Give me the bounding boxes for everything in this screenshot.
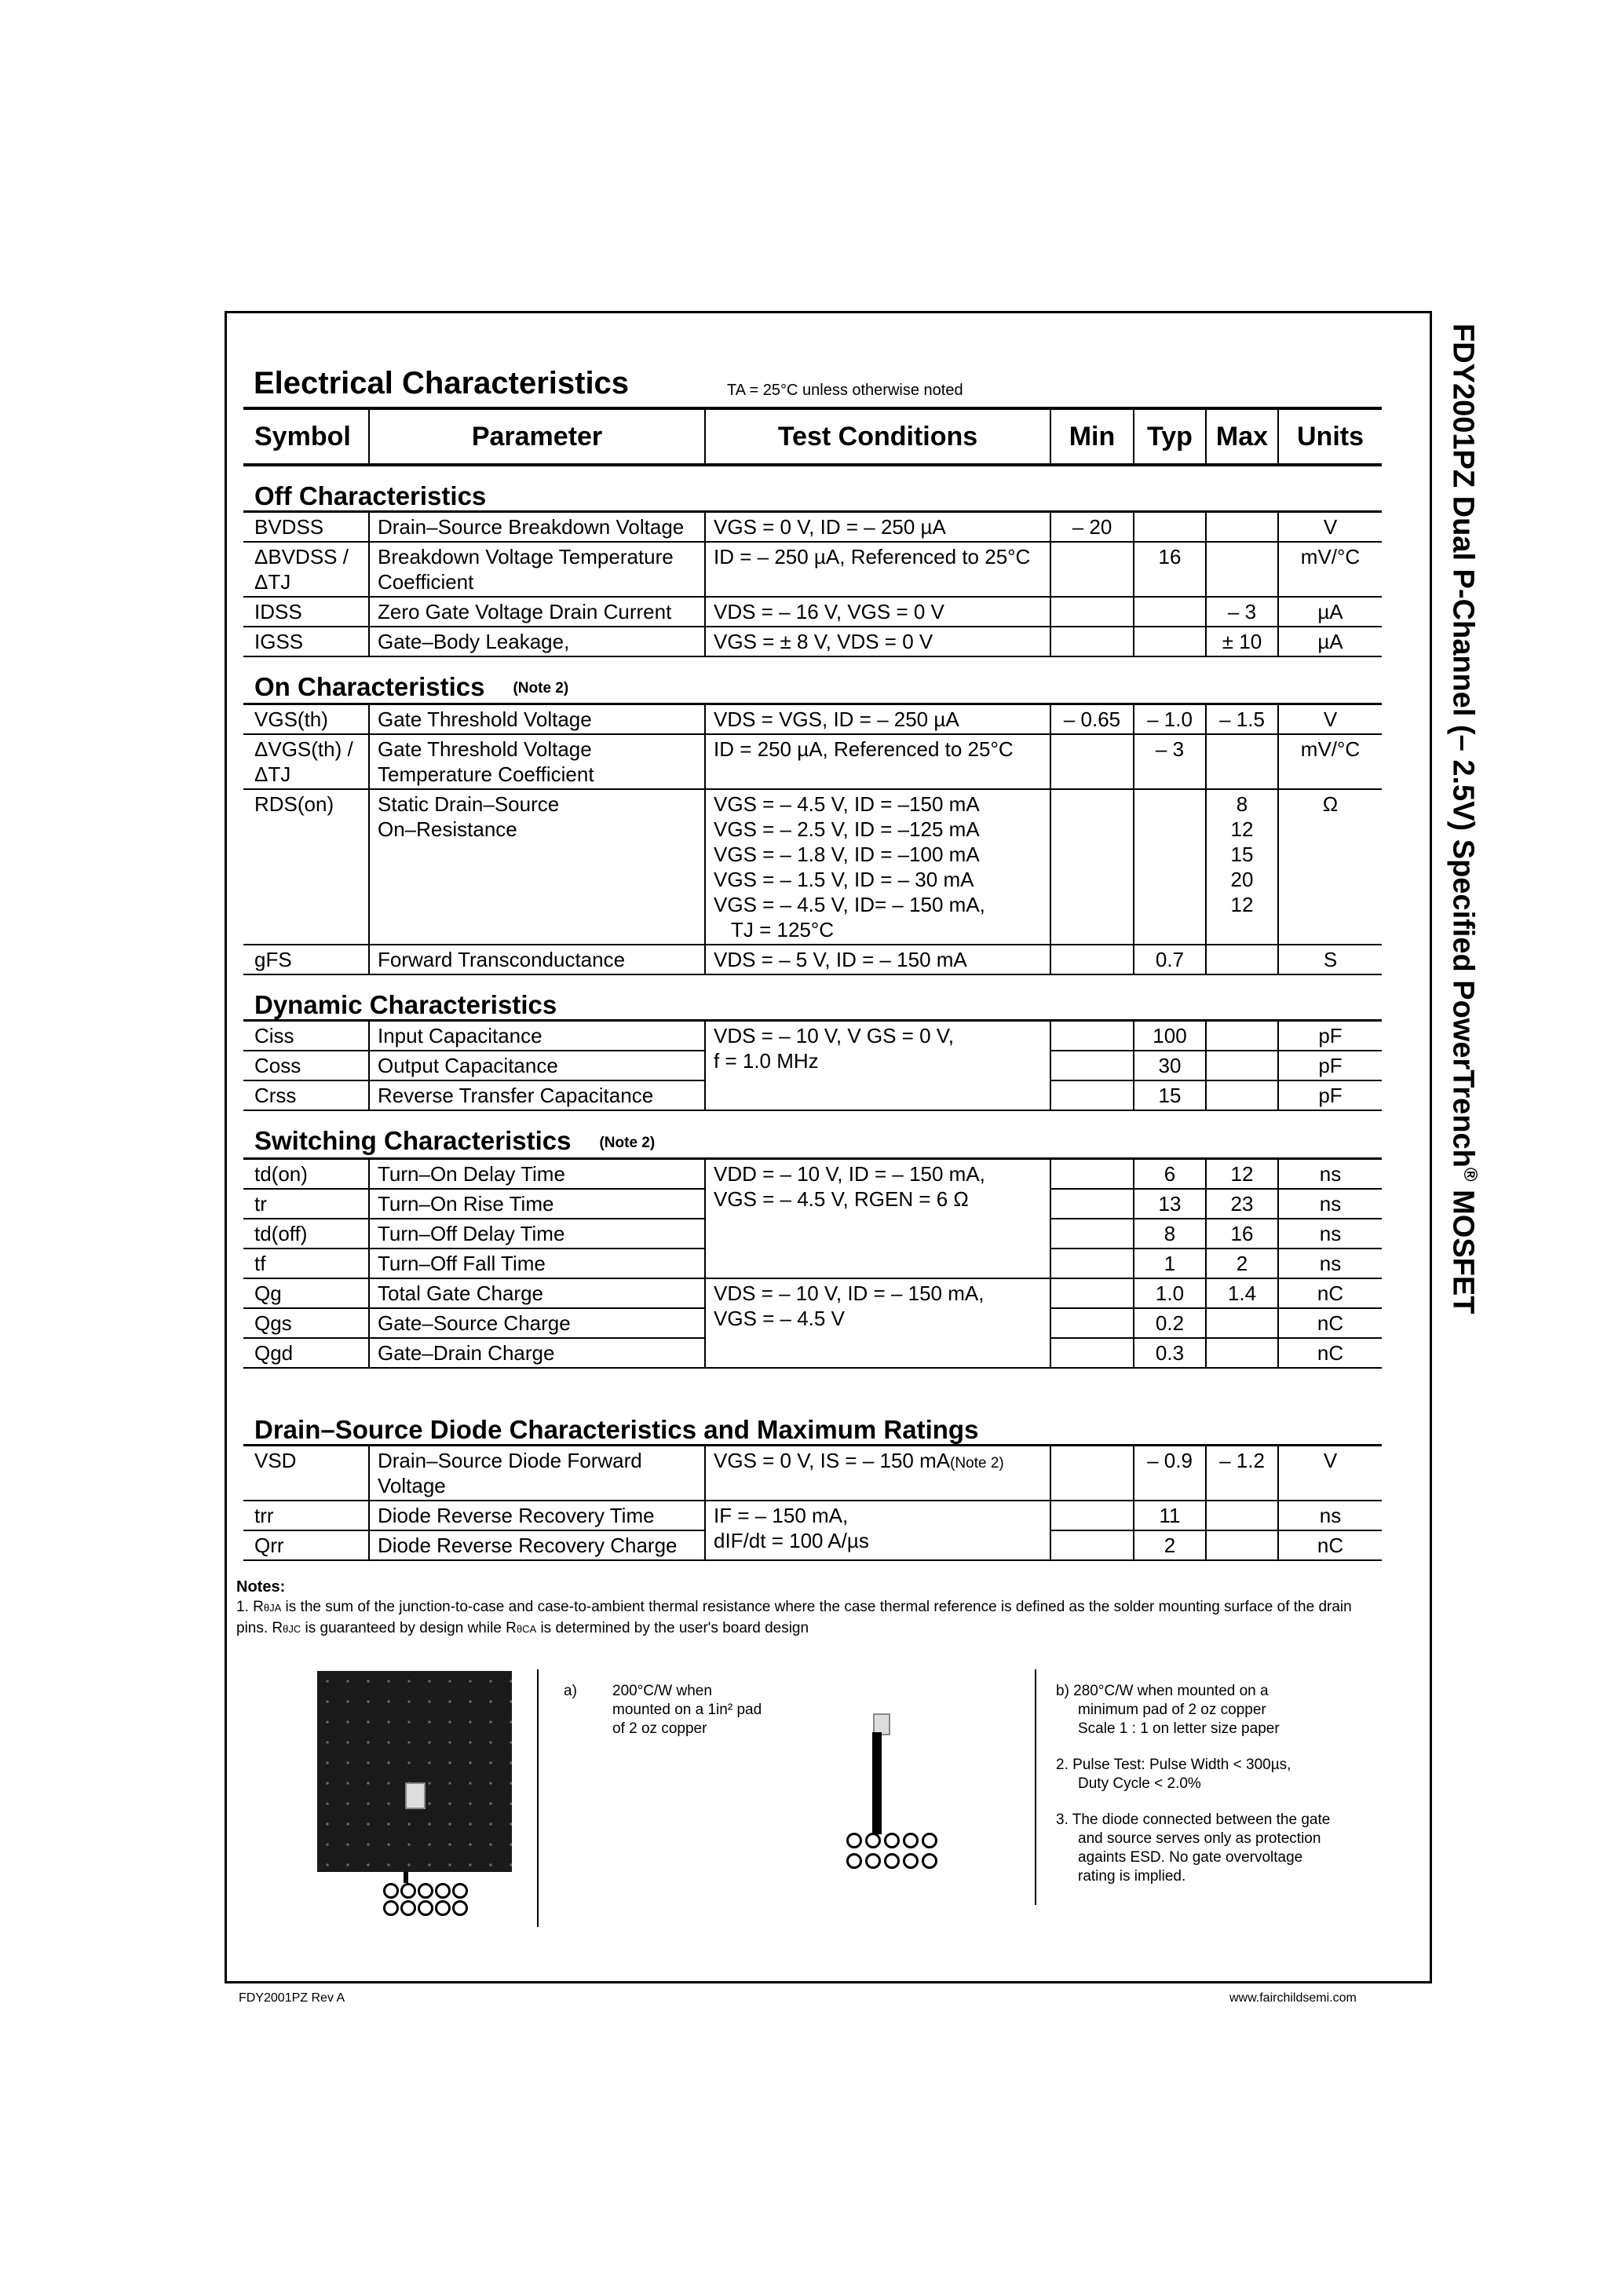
pin-icon — [418, 1900, 433, 1916]
pin-icon — [435, 1900, 451, 1916]
pin-icon — [435, 1883, 451, 1899]
section-switching: Switching Characteristics (Note 2) — [243, 1110, 1382, 1158]
section-on: On Characteristics (Note 2) — [243, 656, 1382, 704]
footer-website: www.fairchildsemi.com — [1229, 1991, 1357, 2005]
pin-icon — [383, 1883, 399, 1899]
table-row: ΔVGS(th) / ΔTJ Gate Threshold Voltage Temperature Coefficient ID = 250 µA, Referenced to 25°C – 3 mV/°C — [243, 734, 1382, 789]
section-title: Electrical Characteristics — [254, 366, 630, 400]
section-dynamic: Dynamic Characteristics — [243, 974, 1382, 1021]
electrical-characteristics-table — [243, 407, 1382, 1561]
pin-icon — [884, 1833, 900, 1848]
pin-icon — [452, 1883, 468, 1899]
col-symbol: Symbol — [243, 408, 369, 465]
figure-a-caption: a) 200°C/W when mounted on a 1in² pad of 2 oz copper — [564, 1683, 762, 1737]
table-row: Qgs Gate–Source Charge 0.2 nC — [243, 1308, 1382, 1338]
pin-icon — [865, 1853, 881, 1869]
table-row: VSD Drain–Source Diode Forward Voltage VGS = 0 V, IS = – 150 mA(Note 2) – 0.9 – 1.2 V — [243, 1445, 1382, 1501]
note-1: 1. RθJA is the sum of the junction-to-case and case-to-ambient thermal resistance where the case thermal reference is defined as the solder mounting surface of the drain pins. RθJC is guaranteed by design while RθCA is determined by the user's board design — [236, 1599, 1352, 1636]
pad-trace — [404, 1872, 408, 1883]
table-row: tf Turn–Off Fall Time 1 2 ns — [243, 1249, 1382, 1278]
col-units: Units — [1278, 408, 1382, 465]
pin-icon — [922, 1853, 937, 1869]
side-title: FDY2001PZ Dual P-Channel (– 2.5V) Specified PowerTrench® MOSFET — [1446, 324, 1481, 1314]
section-off: Off Characteristics — [243, 465, 1382, 512]
pin-icon — [884, 1853, 900, 1869]
table-row: tr Turn–On Rise Time 13 23 ns — [243, 1189, 1382, 1219]
pin-icon — [846, 1833, 862, 1848]
condition-note: TA = 25°C unless otherwise noted — [727, 382, 963, 399]
col-typ: Typ — [1134, 408, 1206, 465]
col-min: Min — [1050, 408, 1134, 465]
pin-icon — [922, 1833, 937, 1848]
table-row: Ciss Input Capacitance VDS = – 10 V, V GS = 0 V, f = 1.0 MHz 100 pF — [243, 1021, 1382, 1051]
figure-b-caption: b) 280°C/W when mounted on a minimum pad of 2 oz copper Scale 1 : 1 on letter size paper 2. Pulse Test: Pulse Width < 300µs, Duty Cycle < 2.0% 3. The diode connected between the gate and source serves only as protection againts ESD. No gate overvoltage rating is implied. — [1056, 1683, 1331, 1885]
figure-divider — [537, 1669, 539, 1927]
pin-icon — [400, 1900, 416, 1916]
table-row: ΔBVDSS / ΔTJ Breakdown Voltage Temperature Coefficient ID = – 250 µA, Referenced to 25°C 16 mV/°C — [243, 542, 1382, 597]
table-row: td(on) Turn–On Delay Time VDD = – 10 V, ID = – 150 mA, VGS = – 4.5 V, RGEN = 6 Ω 6 12 ns — [243, 1158, 1382, 1189]
pin-icon — [383, 1900, 399, 1916]
table-row: trr Diode Reverse Recovery Time IF = – 150 mA, dIF/dt = 100 A/µs 11 ns — [243, 1501, 1382, 1530]
table-row: Qrr Diode Reverse Recovery Charge 2 nC — [243, 1530, 1382, 1560]
table-header-row — [243, 408, 1382, 465]
table-row: BVDSS Drain–Source Breakdown Voltage VGS = 0 V, ID = – 250 µA – 20 V — [243, 512, 1382, 543]
pin-icon — [418, 1883, 433, 1899]
pin-icon — [903, 1833, 919, 1848]
pad-via-grid — [317, 1671, 512, 1872]
pin-icon — [903, 1853, 919, 1869]
table-row: td(off) Turn–Off Delay Time 8 16 ns — [243, 1219, 1382, 1249]
figure-divider — [1035, 1669, 1036, 1905]
col-test-conditions: Test Conditions — [705, 408, 1050, 465]
table-row: Crss Reverse Transfer Capacitance 15 pF — [243, 1080, 1382, 1110]
table-row: Coss Output Capacitance 30 pF — [243, 1051, 1382, 1080]
section-diode: Drain–Source Diode Characteristics and Maximum Ratings — [243, 1368, 1382, 1446]
notes-heading: Notes: — [236, 1578, 286, 1596]
table-row: Qgd Gate–Drain Charge 0.3 nC — [243, 1338, 1382, 1368]
col-max: Max — [1206, 408, 1278, 465]
min-pad-trace — [872, 1732, 882, 1834]
col-parameter: Parameter — [369, 408, 705, 465]
pin-icon — [452, 1900, 468, 1916]
table-row: VGS(th) Gate Threshold Voltage VDS = VGS, ID = – 250 µA – 0.65 – 1.0 – 1.5 V — [243, 704, 1382, 735]
pin-icon — [865, 1833, 881, 1848]
pin-icon — [400, 1883, 416, 1899]
table-row: Qg Total Gate Charge VDS = – 10 V, ID = – 150 mA, VGS = – 4.5 V 1.0 1.4 nC — [243, 1278, 1382, 1308]
chip-footprint-icon — [405, 1782, 426, 1809]
table-row: RDS(on) Static Drain–Source On–Resistance VGS = – 4.5 V, ID = –150 mA VGS = – 2.5 V, ID = –125 mA VGS = – 1.8 V, ID = –100 mA VGS = – 1.5 V, ID = – 30 mA VGS = – 4.5 V, ID= – 150 mA, TJ = 125°C 8 12 15 20 12 Ω — [243, 789, 1382, 945]
pin-icon — [846, 1853, 862, 1869]
footer-part-number: FDY2001PZ Rev A — [239, 1991, 345, 2005]
table-row: IDSS Zero Gate Voltage Drain Current VDS = – 16 V, VGS = 0 V – 3 µA — [243, 597, 1382, 627]
table-row: gFS Forward Transconductance VDS = – 5 V, ID = – 150 mA 0.7 S — [243, 945, 1382, 974]
table-row: IGSS Gate–Body Leakage, VGS = ± 8 V, VDS = 0 V ± 10 µA — [243, 627, 1382, 656]
